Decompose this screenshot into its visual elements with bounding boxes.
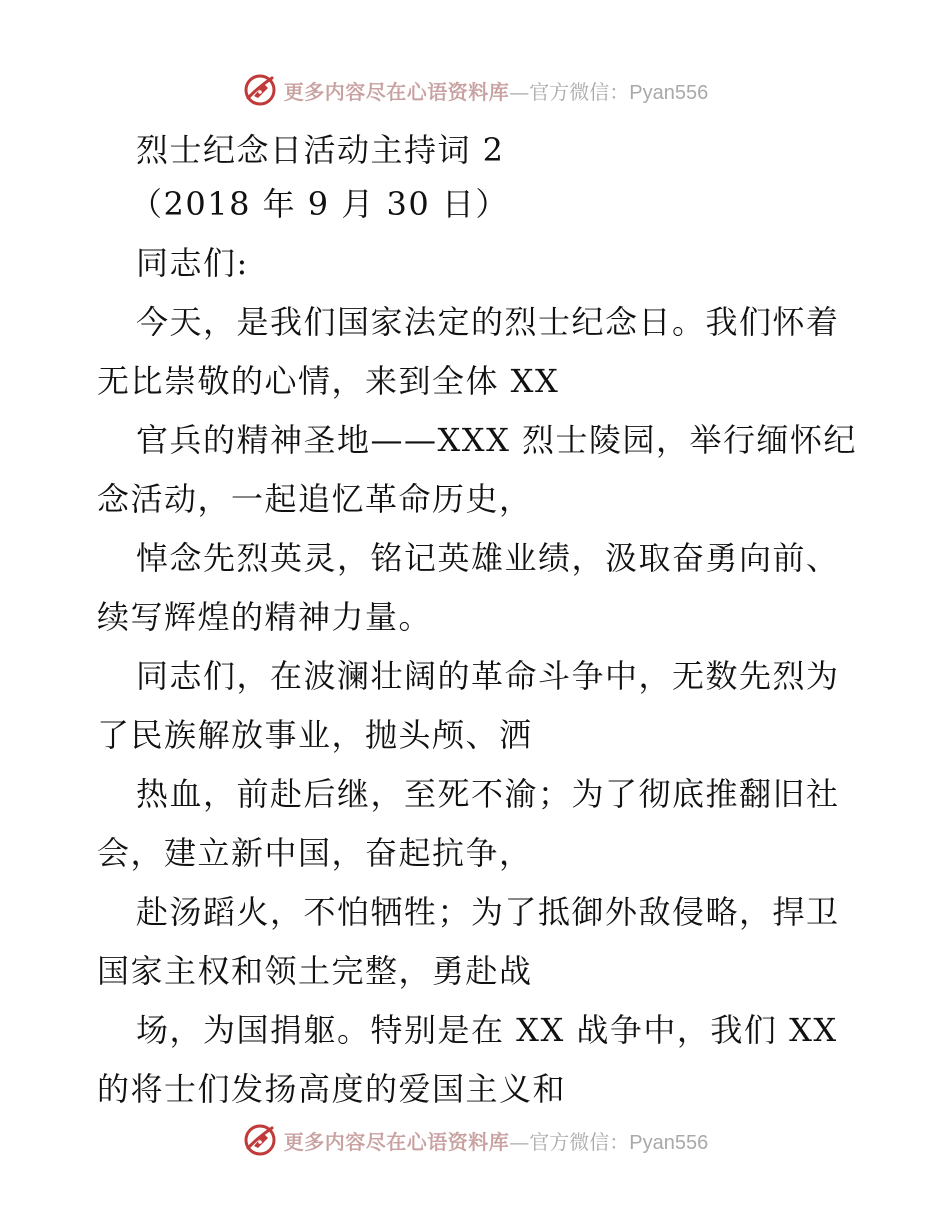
footer-watermark-main: 更多内容尽在心语资料库 (283, 1129, 510, 1154)
header-watermark-sub: —官方微信： (509, 79, 630, 104)
header-watermark-main: 更多内容尽在心语资料库 (283, 79, 510, 104)
paragraph-line: 热血，前赴后继，至死不渝；为了彻底推翻旧社 (136, 775, 840, 813)
paragraph-line: 国家主权和领土完整，勇赴战 (97, 952, 533, 990)
header-watermark-id: Pyan556 (629, 81, 709, 104)
document-date: （2018 年 9 月 30 日） (130, 185, 509, 223)
footer-watermark-text (284, 1126, 708, 1155)
paragraph-line: 官兵的精神圣地——XXX 烈士陵园，举行缅怀纪 (136, 421, 858, 459)
footer-watermark-sub: —官方微信： (509, 1129, 630, 1154)
paragraph-line: 悼念先烈英灵，铭记英雄业绩，汲取奋勇向前、 (136, 539, 840, 577)
paragraph-line: 同志们，在波澜壮阔的革命斗争中，无数先烈为 (136, 657, 840, 695)
pen-logo-icon (242, 72, 278, 108)
paragraph-line: 的将士们发扬高度的爱国主义和 (97, 1070, 567, 1108)
header-watermark-banner (0, 70, 950, 110)
document-title: 烈士纪念日活动主持词 2 (136, 131, 505, 169)
paragraph-line: 续写辉煌的精神力量。 (97, 598, 433, 636)
paragraph-line: 念活动，一起追忆革命历史， (97, 480, 533, 518)
footer-watermark-id: Pyan556 (629, 1131, 709, 1154)
paragraph-line: 了民族解放事业，抛头颅、洒 (97, 716, 533, 754)
paragraph-line: 会，建立新中国，奋起抗争， (97, 834, 533, 872)
paragraph-line: 无比崇敬的心情，来到全体 XX (97, 362, 560, 400)
paragraph-line: 今天，是我们国家法定的烈士纪念日。我们怀着 (136, 303, 840, 341)
paragraph-line: 场，为国捐躯。特别是在 XX 战争中，我们 XX (136, 1011, 838, 1049)
footer-watermark-banner (0, 1120, 950, 1160)
pen-logo-icon (242, 1122, 278, 1158)
paragraph-line: 赴汤蹈火，不怕牺牲；为了抵御外敌侵略，捍卫 (136, 893, 840, 931)
paragraph-line: 同志们: (136, 244, 249, 282)
header-watermark-text (284, 76, 708, 105)
